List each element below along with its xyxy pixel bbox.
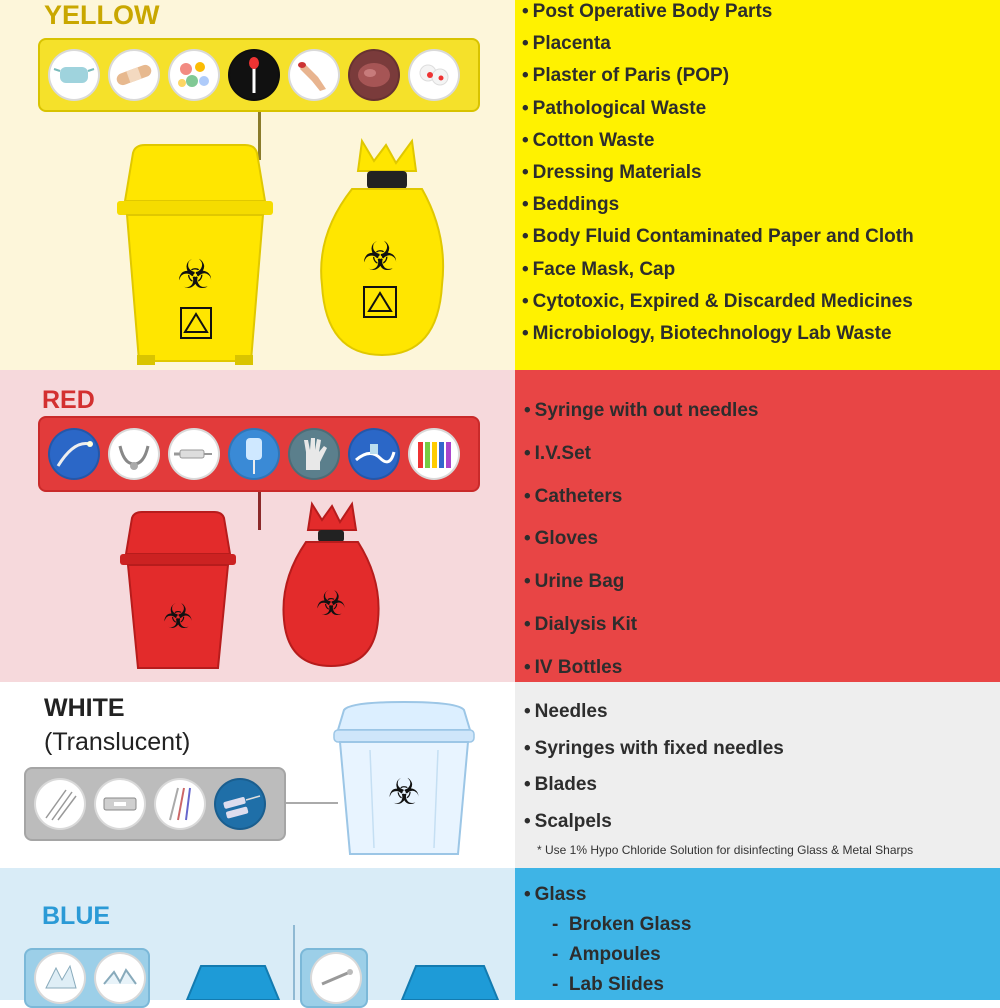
blade-icon — [94, 778, 146, 830]
white-items-list — [524, 694, 784, 840]
blue-title: BLUE — [42, 902, 111, 930]
broken-glass-icon — [34, 952, 86, 1004]
glass-shards-icon — [94, 952, 146, 1004]
blue-items-list — [524, 880, 586, 910]
list-item: • I.V.Set — [524, 433, 758, 476]
list-item: • Urine Bag — [524, 561, 758, 604]
list-item: • Gloves — [524, 518, 758, 561]
yellow-icon-strip — [38, 38, 480, 112]
amputated-limb-icon — [288, 49, 340, 101]
list-item: • Post Operative Body Parts — [522, 0, 914, 28]
list-item: • Syringe with out needles — [524, 390, 758, 433]
list-item: • Dressing Materials — [522, 157, 914, 189]
stethoscope-tubing-icon — [108, 428, 160, 480]
list-item: • Scalpels — [524, 804, 784, 841]
bandage-icon — [108, 49, 160, 101]
svg-text:☣: ☣ — [362, 234, 398, 280]
dash-marker: - — [552, 944, 569, 965]
scalpel-icon — [154, 778, 206, 830]
blood-stained-cotton-icon — [408, 49, 460, 101]
white-subtitle: (Translucent) — [44, 728, 191, 756]
needles-icon — [34, 778, 86, 830]
svg-text:☣: ☣ — [162, 597, 194, 637]
sharps-disinfection-note: * Use 1% Hypo Chloride Solution for disinfecting Glass & Metal Sharps — [537, 843, 914, 857]
white-translucent-bin-icon — [330, 700, 478, 860]
blue-icon-strip-left — [24, 948, 150, 1008]
yellow-bag-icon — [312, 135, 452, 360]
list-item: • Microbiology, Biotechnology Lab Waste — [522, 318, 914, 350]
blue-bin-left-icon — [185, 962, 281, 1000]
yellow-items-list — [522, 0, 914, 350]
glove-icon — [288, 428, 340, 480]
list-item: • Catheters — [524, 476, 758, 519]
mask-icon — [48, 49, 100, 101]
list-item: • Blades — [524, 767, 784, 804]
iv-bag-icon — [228, 428, 280, 480]
syringe-icon — [168, 428, 220, 480]
red-title: RED — [42, 386, 95, 414]
list-item: • Plaster of Paris (POP) — [522, 60, 914, 92]
list-item: • Needles — [524, 694, 784, 731]
blue-divider-line — [293, 925, 295, 1000]
yellow-bin-icon — [115, 143, 275, 368]
list-item: • Pathological Waste — [522, 93, 914, 125]
list-item: • Beddings — [522, 189, 914, 221]
list-item: • Glass — [524, 880, 586, 910]
list-item: • Placenta — [522, 28, 914, 60]
blue-icon-strip-right — [300, 948, 368, 1008]
yellow-title: YELLOW — [44, 0, 160, 30]
white-icon-strip — [24, 767, 286, 841]
list-item: • Syringes with fixed needles — [524, 731, 784, 768]
list-item: • Body Fluid Contaminated Paper and Cloth — [522, 221, 914, 253]
tissue-icon — [348, 49, 400, 101]
list-item: • IV Bottles — [524, 647, 758, 690]
blue-bin-right-icon — [400, 962, 500, 1000]
svg-text:☣: ☣ — [387, 772, 421, 813]
sub-list-item: - Lab Slides — [552, 974, 664, 995]
svg-text:☣: ☣ — [177, 252, 213, 298]
sub-list-item: - Broken Glass — [552, 914, 692, 935]
pills-icon — [168, 49, 220, 101]
red-bin-icon — [118, 510, 238, 675]
swab-icon — [228, 49, 280, 101]
dash-marker: - — [552, 974, 569, 995]
list-item: • Dialysis Kit — [524, 604, 758, 647]
list-item: • Cotton Waste — [522, 125, 914, 157]
list-item: • Cytotoxic, Expired & Discarded Medicines — [522, 286, 914, 318]
white-title: WHITE — [44, 694, 125, 722]
red-connector-line — [258, 492, 261, 530]
iv-set-icon — [348, 428, 400, 480]
dash-marker: - — [552, 914, 569, 935]
sub-list-item: - Ampoules — [552, 944, 661, 965]
test-tubes-icon — [408, 428, 460, 480]
syringe-needle-icon — [214, 778, 266, 830]
red-icon-strip — [38, 416, 480, 492]
catheter-icon — [48, 428, 100, 480]
svg-text:☣: ☣ — [315, 584, 347, 624]
ampoule-icon — [310, 952, 362, 1004]
red-items-list — [524, 390, 758, 690]
blue-sub-items-list — [552, 910, 691, 1000]
red-bag-icon — [276, 500, 386, 670]
list-item: • Face Mask, Cap — [522, 254, 914, 286]
